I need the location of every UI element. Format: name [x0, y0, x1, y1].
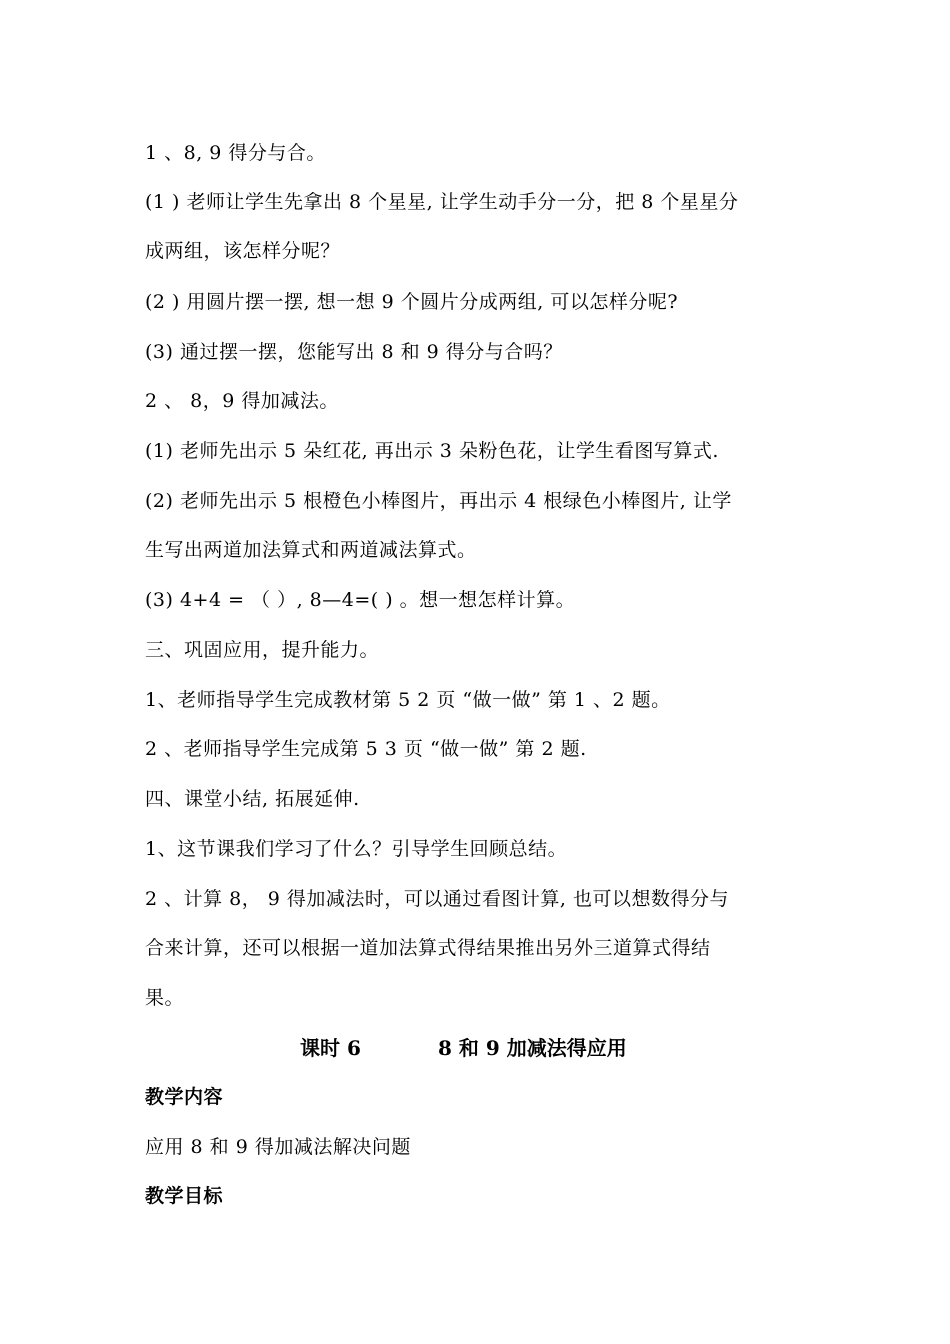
text-line-16: 2 、计算 8， 9 得加减法时，可以通过看图计算, 也可以想数得分与 [145, 888, 730, 910]
text-line-12: 1、老师指导学生完成教材第 5 2 页 “做一做” 第 1 、2 题。 [145, 689, 671, 711]
text-line-13: 2 、老师指导学生完成第 5 3 页 “做一做” 第 2 题. [145, 738, 587, 760]
lesson-number: 课时 6 [300, 1036, 361, 1060]
section-content-text: 应用 8 和 9 得加减法解决问题 [145, 1136, 411, 1158]
text-line-1: 1 、8, 9 得分与合。 [145, 142, 326, 164]
text-line-4: (2 ) 用圆片摆一摆, 想一想 9 个圆片分成两组, 可以怎样分呢? [145, 291, 679, 313]
text-line-11: 三、巩固应用，提升能力。 [145, 639, 380, 661]
section-content-title: 教学内容 [145, 1086, 224, 1108]
text-line-9: 生写出两道加法算式和两道减法算式。 [145, 539, 477, 561]
section-goal-title: 教学目标 [145, 1185, 224, 1207]
text-line-10: (3) 4+4 = （ ）, 8—4=( ) 。想一想怎样计算。 [145, 589, 576, 611]
text-line-18: 果。 [145, 987, 185, 1009]
text-line-5: (3) 通过摆一摆，您能写出 8 和 9 得分与合吗？ [145, 341, 563, 363]
lesson-title: 8 和 9 加减法得应用 [438, 1036, 627, 1060]
text-line-8: (2) 老师先出示 5 根橙色小棒图片，再出示 4 根绿色小棒图片, 让学 [145, 490, 732, 512]
text-line-6: 2 、 8，9 得加减法。 [145, 390, 339, 412]
text-line-14: 四、课堂小结, 拓展延伸. [145, 788, 360, 810]
text-line-2: (1 ) 老师让学生先拿出 8 个星星, 让学生动手分一分，把 8 个星星分 [145, 191, 739, 213]
text-line-3: 成两组，该怎样分呢？ [145, 240, 341, 262]
text-line-17: 合来计算，还可以根据一道加法算式得结果推出另外三道算式得结 [145, 937, 711, 959]
text-line-7: (1) 老师先出示 5 朵红花, 再出示 3 朵粉色花，让学生看图写算式. [145, 440, 719, 462]
text-line-15: 1、这节课我们学习了什么？引导学生回顾总结。 [145, 838, 568, 860]
